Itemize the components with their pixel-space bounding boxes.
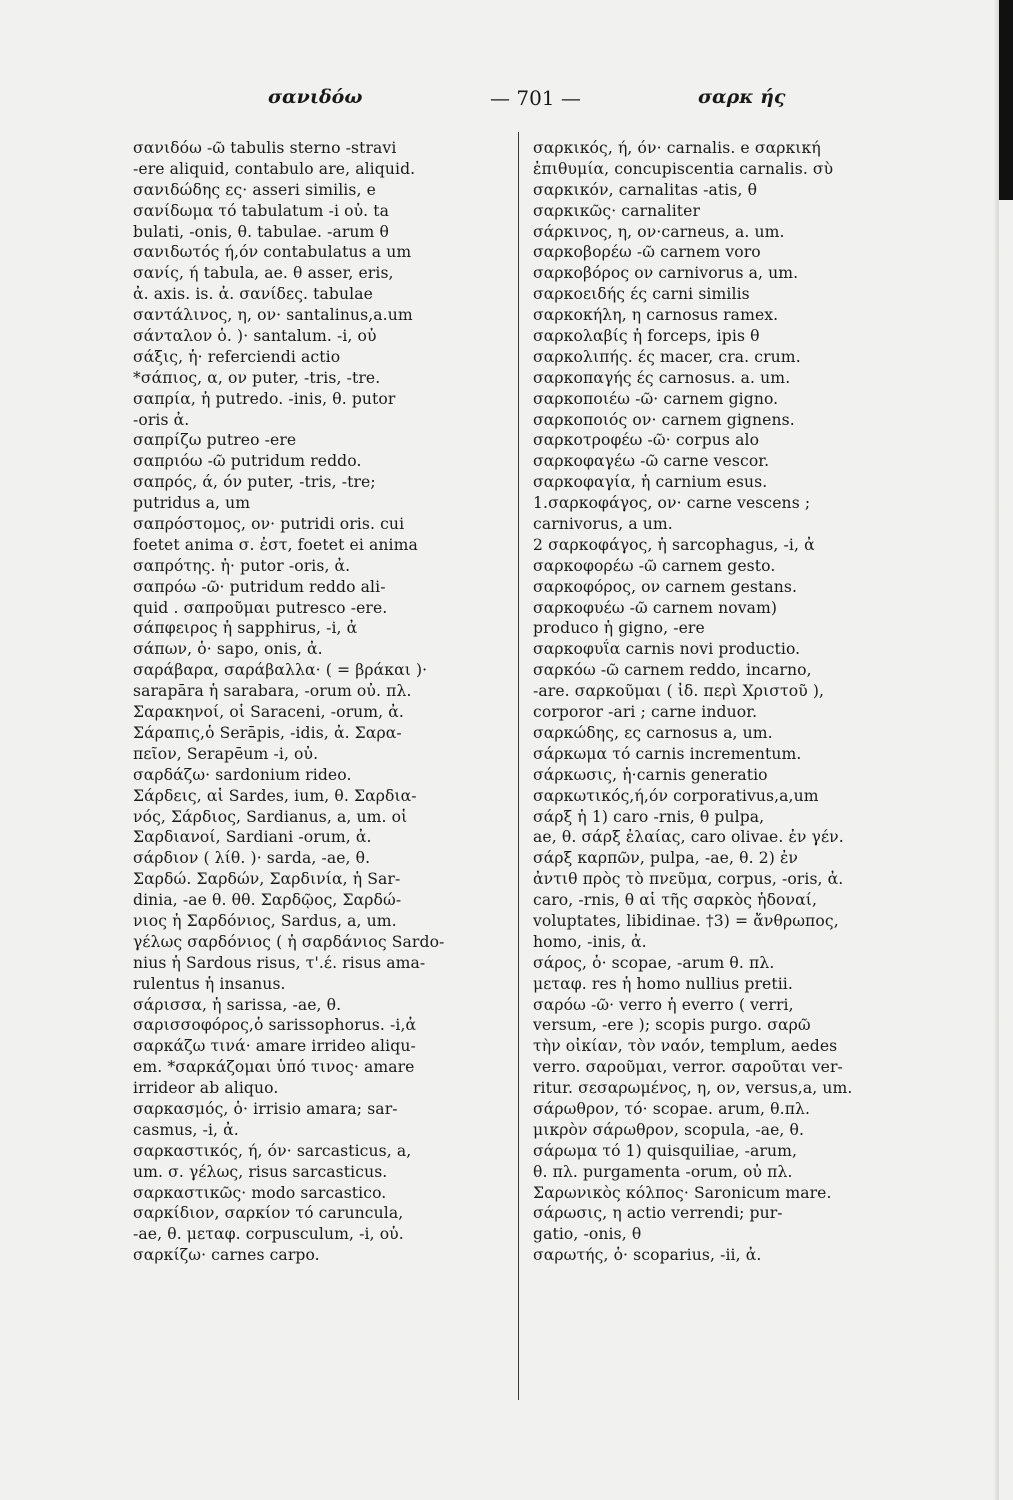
entry-line: σανίς, ή tabula, ae. θ asser, eris, — [133, 264, 394, 283]
entry-line: σαρκοπαγής ές carnosus. a. um. — [533, 368, 791, 387]
entry-line: quid . σαπροῦμαι putresco -ere. — [133, 598, 388, 617]
entry-line: σαπρίζω putreo -ere — [133, 431, 297, 450]
entry-line: σαρκίδιον, σαρκίον τό caruncula, — [133, 1204, 404, 1223]
entry-line: σαρκοβορέω -ῶ carnem voro — [533, 243, 761, 262]
entry-line: σαντάλινος, η, ον· santalinus,a.um — [133, 306, 413, 325]
entry-line: σαρκάζω τινά· amare irrideo aliqu- — [133, 1037, 416, 1056]
entry-line: ae, θ. σάρξ ἐλαίας, caro olivae. ἐν γέν. — [533, 828, 844, 847]
entry-line: σαπρόω -ῶ· putridum reddo ali- — [133, 577, 386, 596]
column-divider — [518, 132, 519, 1400]
entry-line: σαρκοφαγέω -ῶ carne vescor. — [533, 452, 770, 471]
entry-line: μεταφ. res ἡ homo nullius pretii. — [533, 974, 793, 993]
entry-line: σάρκινος, η, ον·carneus, a. um. — [533, 222, 785, 241]
page-header — [150, 86, 810, 120]
entry-line: πεῖον, Serapēum -i, οὐ. — [133, 744, 319, 763]
entry-line: σάρωσις, η actio verrendi; pur- — [533, 1204, 783, 1223]
entry-line: σαρκόω -ῶ carnem reddo, incarno, — [533, 661, 812, 680]
entry-line: σαρκοτροφέω -ῶ· corpus alo — [533, 431, 760, 450]
entry-line: σαπριόω -ῶ putridum reddo. — [133, 452, 362, 471]
entry-line: σάρδιον ( λίθ. )· sarda, -ae, θ. — [133, 849, 371, 868]
entry-line: σαρκοκήλη, η carnosus ramex. — [533, 306, 779, 325]
entry-line: σαρκικόν, carnalitas -atis, θ — [533, 180, 758, 199]
entry-line: σαρκοφορέω -ῶ carnem gesto. — [533, 556, 776, 575]
entry-line: σαράβαρα, σαράβαλλα· ( = βράκαι )· — [133, 661, 428, 680]
right-column — [533, 138, 911, 1266]
entry-line: Σαρδώ. Σαρδών, Σαρδινία, ἡ Sar- — [133, 870, 401, 889]
entry-line: σαρόω -ῶ· verro ἡ everro ( verri, — [533, 995, 794, 1014]
entry-line: σαρκοειδής ές carni similis — [533, 285, 750, 304]
entry-line: 1.σαρκοφάγος, ον· carne vescens ; — [533, 494, 811, 513]
entry-line: putridus a, um — [133, 494, 251, 513]
entry-line: σαρκώδης, ες carnosus a, um. — [533, 723, 773, 742]
entry-line: νός, Σάρδιος, Sardianus, a, um. οἱ — [133, 807, 408, 826]
entry-line: σαρκοβόρος ον carnivorus a, um. — [533, 264, 799, 283]
entry-line: casmus, -i, ἀ. — [133, 1120, 239, 1139]
entry-line: foetet anima σ. ἐστ, foetet ei anima — [133, 535, 418, 554]
entry-line: -ere aliquid, contabulo are, aliquid. — [133, 159, 416, 178]
entry-line: corporor -ari ; carne induor. — [533, 703, 758, 722]
page-number: — 701 — — [490, 86, 581, 110]
entry-line: σανιδωτός ή,όν contabulatus a um — [133, 243, 412, 262]
entry-line: dinia, -ae θ. θθ. Σαρδῷος, Σαρδώ- — [133, 891, 402, 910]
entry-line: Σαρακηνοί, οἱ Saraceni, -orum, ἀ. — [133, 703, 404, 722]
entry-line: σάξις, ἡ· referciendi actio — [133, 347, 341, 366]
entry-line: irrideor ab aliquo. — [133, 1079, 279, 1098]
entry-line: Σαρωνικὸς κόλπος· Saronicum mare. — [533, 1183, 832, 1202]
entry-line: θ. πλ. purgamenta -orum, οὐ πλ. — [533, 1162, 793, 1181]
entry-line: σαρκοφαγία, ἡ carnium esus. — [533, 473, 768, 492]
entry-line: σαρισσοφόρος,ὁ sarissophorus. -i,ἀ — [133, 1016, 417, 1035]
entry-line: μικρὸν σάρωθρον, scopula, -ae, θ. — [533, 1120, 805, 1139]
entry-line: -oris ἀ. — [133, 410, 190, 429]
entry-line: σαρκίζω· carnes carpo. — [133, 1246, 320, 1265]
entry-line: σάπφειρος ἡ sapphirus, -i, ἀ — [133, 619, 358, 638]
entry-line: σαρκοφυέω -ῶ carnem novam) — [533, 598, 778, 617]
entry-line: σαρκαστικός, ή, όν· sarcasticus, a, — [133, 1141, 412, 1160]
entry-line: γέλως σαρδόνιος ( ἡ σαρδάνιος Sardo- — [133, 932, 445, 951]
entry-line: σαρκικῶς· carnaliter — [533, 201, 701, 220]
entry-line: σάρκωμα τό carnis incrementum. — [533, 744, 802, 763]
entry-line: σαρωτής, ὁ· scoparius, -ii, ἀ. — [533, 1246, 762, 1265]
entry-line: σάρωμα τό 1) quisquiliae, -arum, — [533, 1141, 798, 1160]
page-edge-mark — [999, 0, 1013, 200]
entry-line: versum, -ere ); scopis purgo. σαρῶ — [533, 1016, 811, 1035]
entry-line: *σάπιος, α, ον puter, -tris, -tre. — [133, 368, 381, 387]
entry-line: gatio, -onis, θ — [533, 1225, 642, 1244]
entry-line: σανιδόω -ῶ tabulis sterno -stravi — [133, 139, 397, 157]
entry-line: σαρκολαβίς ἡ forceps, ipis θ — [533, 327, 760, 346]
entry-line: em. *σαρκάζομαι ὑπό τινος· amare — [133, 1058, 415, 1077]
entry-line: σαπρόστομος, ον· putridi oris. cui — [133, 515, 405, 534]
entry-line: νιος ἡ Σαρδόνιος, Sardus, a, um. — [133, 911, 397, 930]
entry-line: produco ἡ gigno, -ere — [533, 619, 705, 638]
entry-line: σαρκοποιός ον· carnem gignens. — [533, 410, 795, 429]
entry-line: σαρκοποιέω -ῶ· carnem gigno. — [533, 389, 779, 408]
entry-line: Σάραπις,ὁ Serāpis, -idis, ἀ. Σαρα- — [133, 723, 402, 742]
entry-line: ἀ. axis. is. ἀ. σανίδες. tabulae — [133, 285, 373, 304]
entry-line: um. σ. γέλως, risus sarcasticus. — [133, 1162, 388, 1181]
entry-line: carnivorus, a um. — [533, 515, 673, 534]
entry-line: σανιδώδης ες· asseri similis, e — [133, 180, 376, 199]
entry-line: σάρξ καρπῶν, pulpa, -ae, θ. 2) ἐν — [533, 849, 799, 868]
entry-line: 2 σαρκοφάγος, ἡ sarcophagus, -i, ἀ — [533, 535, 815, 554]
entry-line: ἀντιθ πρὸς τὸ πνεῦμα, corpus, -oris, ἀ. — [533, 870, 844, 889]
right-guide-word: σαρκ ής — [698, 86, 786, 108]
entry-line: σαρκικός, ή, όν· carnalis. e σαρκική — [533, 139, 821, 157]
entry-line: σαρκαστικῶς· modo sarcastico. — [133, 1183, 387, 1202]
entry-line: σαπρία, ἡ putredo. -inis, θ. putor — [133, 389, 396, 408]
entry-line: sarapāra ἡ sarabara, -orum οὐ. πλ. — [133, 682, 412, 701]
entry-line: σαπρός, ά, όν puter, -tris, -tre; — [133, 473, 376, 492]
entry-line: σαρδάζω· sardonium rideo. — [133, 765, 352, 784]
page-edge-shadow — [993, 0, 999, 1500]
entry-line: σανίδωμα τό tabulatum -i οὐ. ta — [133, 201, 390, 220]
entry-line: ἐπιθυμία, concupiscentia carnalis. σὺ — [533, 159, 834, 178]
entry-line: σάρκωσις, ἡ·carnis generatio — [533, 765, 768, 784]
entry-line: σάρισσα, ἡ sarissa, -ae, θ. — [133, 995, 342, 1014]
entry-line: σάρξ ἡ 1) caro -rnis, θ pulpa, — [533, 807, 765, 826]
entry-line: homo, -inis, ἀ. — [533, 932, 647, 951]
entry-line: σαπρότης. ἡ· putor -oris, ἀ. — [133, 556, 351, 575]
entry-line: rulentus ἡ insanus. — [133, 974, 286, 993]
left-guide-word: σανιδόω — [268, 86, 363, 108]
entry-line: τὴν οἰκίαν, τὸν ναόν, templum, aedes — [533, 1037, 838, 1056]
entry-line: bulati, -onis, θ. tabulae. -arum θ — [133, 222, 389, 241]
entry-line: Σάρδεις, αἱ Sardes, ium, θ. Σαρδια- — [133, 786, 417, 805]
entry-line: σάρος, ὁ· scopae, -arum θ. πλ. — [533, 953, 775, 972]
entry-line: verro. σαροῦμαι, verror. σαροῦται ver- — [533, 1058, 843, 1077]
entry-line: σάρωθρον, τό· scopae. arum, θ.πλ. — [533, 1099, 811, 1118]
entry-line: σάνταλον ὁ. )· santalum. -i, οὐ — [133, 327, 377, 346]
entry-line: σαρκοφόρος, ον carnem gestans. — [533, 577, 798, 596]
entry-line: caro, -rnis, θ αἱ τῆς σαρκὸς ἡδοναί, — [533, 891, 818, 910]
entry-line: σαρκασμός, ὁ· irrisio amara; sar- — [133, 1099, 398, 1118]
entry-line: σάπων, ὁ· sapo, onis, ἀ. — [133, 640, 323, 659]
entry-line: -ae, θ. μεταφ. corpusculum, -i, οὐ. — [133, 1225, 404, 1244]
entry-line: σαρκωτικός,ή,όν corporativus,a,um — [533, 786, 819, 805]
entry-line: voluptates, libidinae. †3) = ἄνθρωπος, — [533, 911, 839, 930]
entry-line: nius ἡ Sardous risus, τ'.έ. risus ama- — [133, 953, 426, 972]
entry-line: Σαρδιανοί, Sardiani -orum, ἀ. — [133, 828, 372, 847]
entry-line: ritur. σεσαρωμένος, η, ον, versus,a, um. — [533, 1079, 853, 1098]
entry-line: σαρκοφυΐα carnis novi productio. — [533, 640, 801, 659]
entry-line: σαρκολιπής. ές macer, cra. crum. — [533, 347, 801, 366]
left-column — [133, 138, 513, 1266]
entry-line: -are. σαρκοῦμαι ( ἰδ. περὶ Χριστοῦ ), — [533, 682, 825, 701]
